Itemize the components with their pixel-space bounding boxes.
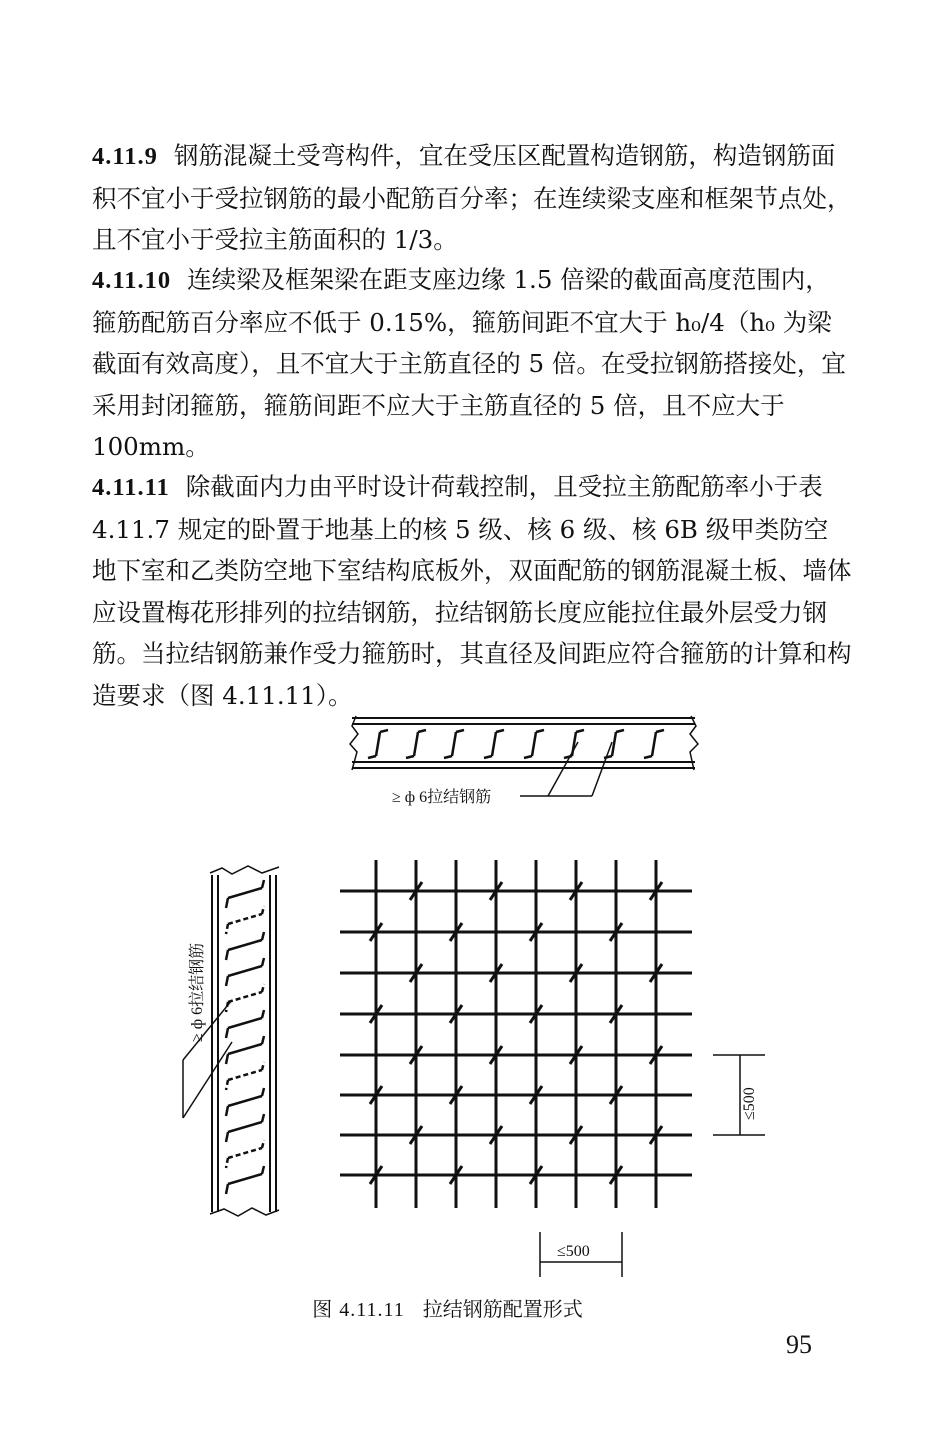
wall-tie-bar <box>226 932 264 960</box>
section-text: 钢筋混凝土受弯构件，宜在受压区配置构造钢筋，构造钢筋面积不宜小于受拉钢筋的最小配筋百分率；在连续梁支座和框架节点处，且不宜小于受拉主筋面积的 1/3。 <box>92 141 852 254</box>
slab-tie-bar <box>564 730 584 758</box>
section-text: 除截面内力由平时设计荷载控制，且受拉主筋配筋率小于表 4.11.7 规定的卧置于地基上的核 5 级、核 6 级、核 6B 级甲类防空地下室和乙类防空地下室结构底板外，双面配筋的钢筋混凝土板、墙体应设置梅花形排列的拉结钢筋，拉结钢筋长度应能拉住最外层受力钢筋。当拉结钢筋兼作受力箍筋时，其直径及间距应符合箍筋的计算和构造要求（图 4.11.11）。 <box>92 472 852 710</box>
dim-vertical-label: ≤500 <box>741 1087 758 1120</box>
slab-tie-bar <box>444 730 464 758</box>
section-text: 连续梁及框架梁在距支座边缘 1.5 倍梁的截面高度范围内，箍筋配筋百分率应不低于 0.15%，箍筋间距不宜大于 h₀/4（h₀ 为梁截面有效高度），且不宜大于主筋直径的 5 倍。在受拉钢筋搭接处，宜采用封闭箍筋，箍筋间距不应大于主筋直径的 5 倍，且不应大于 100mm。 <box>92 265 846 461</box>
top-tie-label: ≥ ф 6拉结钢筋 <box>392 789 492 806</box>
wall-tie-bar <box>226 1088 264 1116</box>
page-number: 95 <box>786 1330 812 1359</box>
wall-tie-bar <box>226 1166 264 1194</box>
wall-tie-bar <box>226 1010 264 1038</box>
wall-tie-bar <box>226 880 264 908</box>
dim-horizontal-label: ≤500 <box>557 1243 590 1260</box>
caption-text: 拉结钢筋配置形式 <box>422 1297 583 1321</box>
figure-caption <box>0 1293 950 1322</box>
wall-tie-bar <box>226 1062 264 1090</box>
section-number: 4.11.10 <box>92 267 172 294</box>
wall-tie-bar <box>226 958 264 986</box>
wall-tie-bar <box>226 1140 264 1168</box>
wall-tie-bar <box>226 1036 264 1064</box>
slab-tie-bar <box>406 730 426 758</box>
slab-section-drawing <box>350 716 698 796</box>
wall-tie-bar <box>226 1114 264 1142</box>
slab-tie-bar <box>644 730 664 758</box>
wall-tie-bar <box>226 984 264 1012</box>
section-number: 4.11.9 <box>92 143 158 170</box>
section-number: 4.11.11 <box>92 474 170 501</box>
wall-tie-bar <box>226 906 264 934</box>
slab-tie-bar <box>484 730 504 758</box>
side-tie-label: ≥ ф 6拉结钢筋 <box>189 942 206 1042</box>
slab-tie-bar <box>368 730 388 758</box>
caption-number: 图 4.11.11 <box>312 1299 405 1321</box>
plan-grid-drawing <box>340 860 765 1277</box>
slab-tie-bar <box>524 730 544 758</box>
